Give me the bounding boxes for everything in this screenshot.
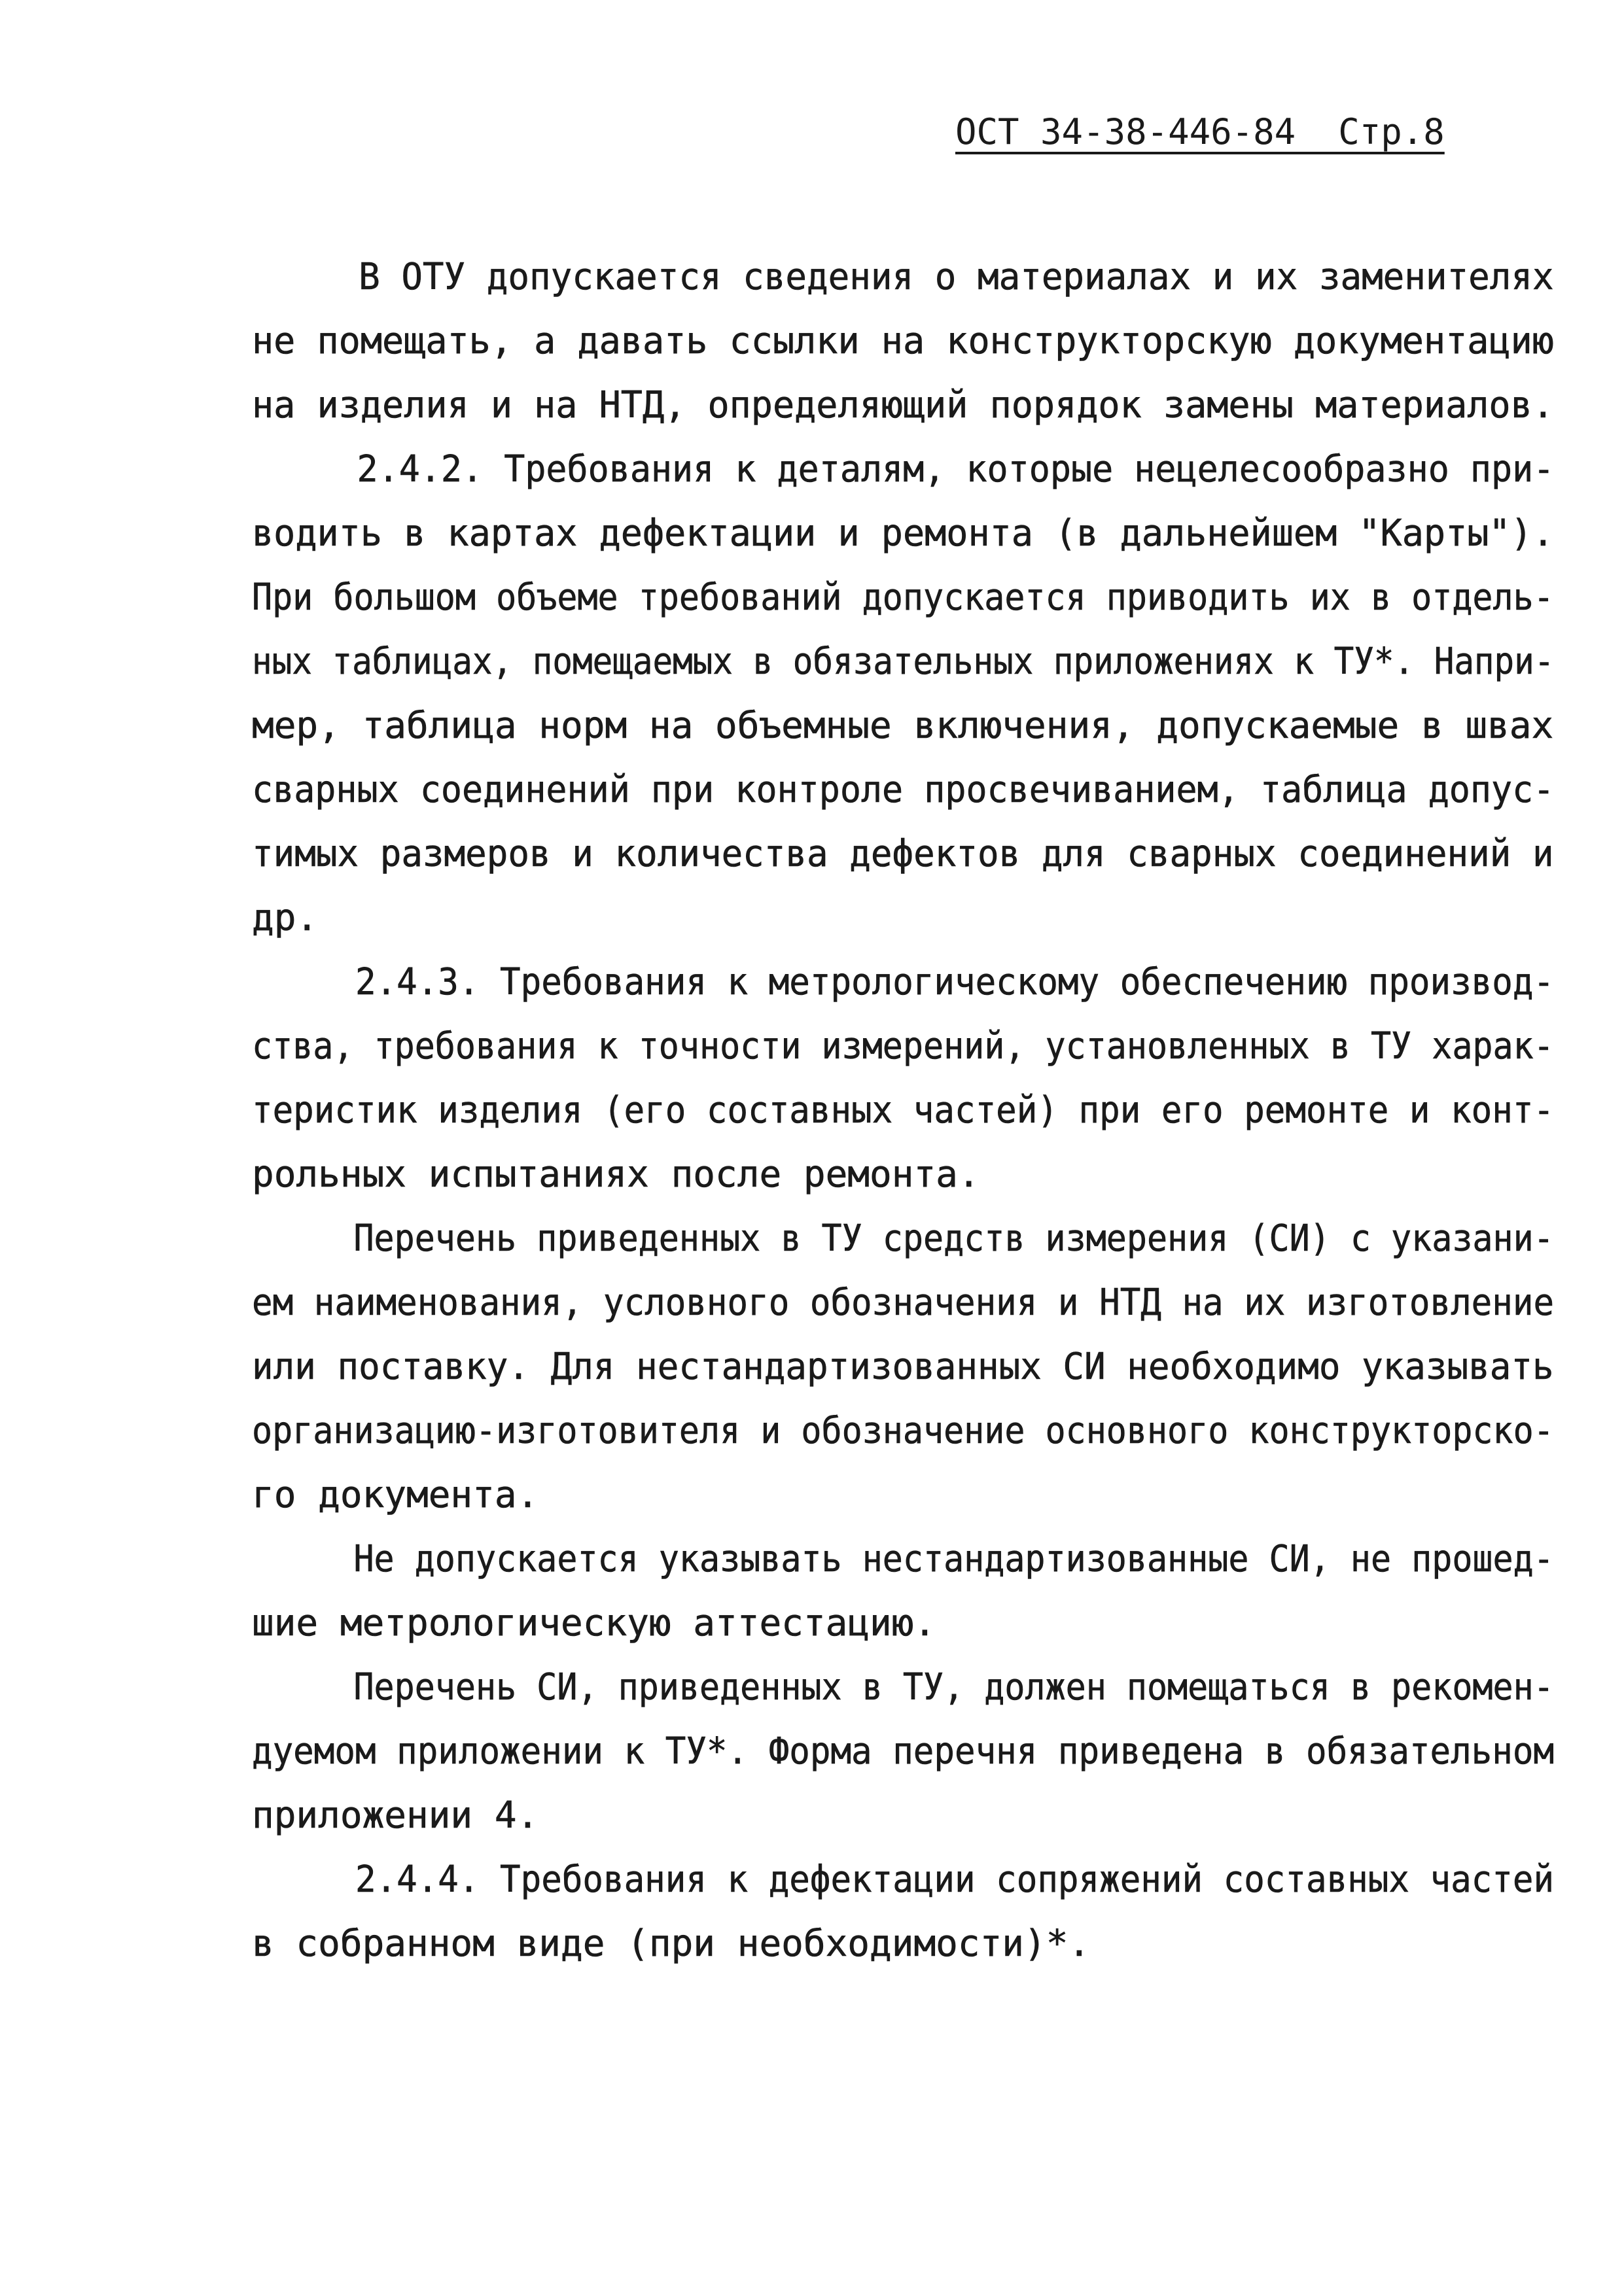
text-line: мер, таблица норм на объемные включения, допускаемые в швах xyxy=(252,704,1554,747)
text-line: на изделия и на НТД, определяющий порядок замены материалов. xyxy=(252,384,1554,426)
text-line: ства, требования к точности измерений, установленных в ТУ харак- xyxy=(252,1025,1554,1068)
text-line: Перечень СИ, приведенных в ТУ, должен помещаться в рекомен- xyxy=(252,1666,1554,1709)
text-line: 2.4.3. Требования к метрологическому обеспечению производ- xyxy=(252,961,1555,1003)
text-line: рольных испытаниях после ремонта. xyxy=(252,1153,980,1196)
text-line: шие метрологическую аттестацию. xyxy=(252,1602,936,1644)
text-line: ем наименования, условного обозначения и НТД на их изготовление xyxy=(252,1281,1555,1324)
text-line: водить в картах дефектации и ремонта (в дальнейшем "Карты"). xyxy=(252,512,1554,555)
text-line: тимых размеров и количества дефектов для сварных соединений и xyxy=(252,833,1554,875)
text-line: Не допускается указывать нестандартизованные СИ, не прошед- xyxy=(252,1538,1554,1580)
text-line: В ОТУ допускается сведения о материалах и их заменителях xyxy=(252,256,1554,298)
text-line: го документа. xyxy=(252,1474,539,1516)
text-line: 2.4.4. Требования к дефектации сопряжений составных частей xyxy=(252,1858,1555,1901)
text-line: организацию-изготовителя и обозначение основного конструкторско- xyxy=(252,1410,1554,1452)
text-line: др. xyxy=(252,897,319,939)
document-reference-header: ОСТ 34-38-446-84 Стр.8 xyxy=(955,111,1445,152)
text-line: в собранном виде (при необходимости)*. xyxy=(252,1922,1091,1965)
text-line: Перечень приведенных в ТУ средств измерения (СИ) с указани- xyxy=(252,1217,1554,1260)
text-line: или поставку. Для нестандартизованных СИ необходимо указывать xyxy=(252,1346,1554,1388)
text-line: не помещать, а давать ссылки на конструкторскую документацию xyxy=(252,320,1554,362)
text-line: сварных соединений при контроле просвечиванием, таблица допус- xyxy=(252,769,1555,811)
text-line: ных таблицах, помещаемых в обязательных приложениях к ТУ*. Напри- xyxy=(252,640,1555,683)
text-line: дуемом приложении к ТУ*. Форма перечня приведена в обязательном xyxy=(252,1730,1555,1773)
text-line: приложении 4. xyxy=(252,1794,539,1837)
text-line: При большом объеме требований допускается приводить их в отдель- xyxy=(252,576,1554,619)
text-line: 2.4.2. Требования к деталям, которые нецелесообразно при- xyxy=(252,448,1555,491)
text-line: теристик изделия (его составных частей) при его ремонте и конт- xyxy=(252,1089,1555,1132)
